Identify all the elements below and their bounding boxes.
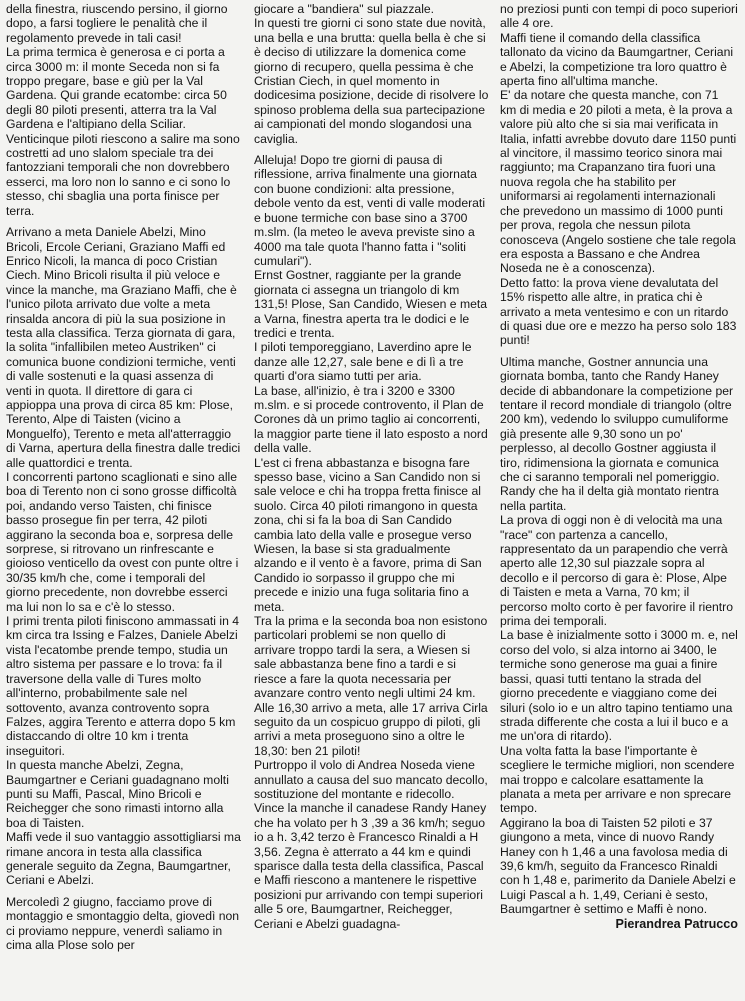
paragraph: Maffi vede il suo vantaggio assottigliarsi ma rimane ancora in testa alla classifica generale seguito da Zegna, Baumgartner, Ceriani e Abelzi. [6,830,241,888]
paragraph: Maffi tiene il comando della classifica tallonato da vicino da Baumgartner, Ceriani e Abelzi, la competizione tra loro quattro è aperta fino all'ultima manche. [500,30,734,89]
paragraph: Arrivano a meta Daniele Abelzi, Mino Bricoli, Ercole Ceriani, Graziano Maffi ed Enrico Nicoli, la manca di poco Cristian Ciech. Mino Bricoli risulta il più veloce e vince la manche, ma Graziano Maffi, che è l'unico pilota arrivato due volte a meta rinsalda ancora di più la sua posizione in testa alla classifica. Terza giornata di gara, la solita "infallibilen meteo Austriken" ci comunica buone condizioni termiche, venti di valle sostenuti e la quasi assenza di venti in quota. Il direttore di gara ci appioppa una prova di circa 85 km: Plose, Terento, Alpe di Taisten (vicino a Monguelfo), Terento e meta all'atterraggio di Varna, apertura della finestra dalle tredici alle quattordici e trenta. [6,225,241,470]
paragraph: no preziosi punti con tempi di poco superiori alle 4 ore. [500,2,738,31]
paragraph: Venticinque piloti riescono a salire ma sono costretti ad uno slalom speciale tra dei fantozziani temporali che non dovrebbero esserci, ma loro non lo sanno e ci sono lo stesso, chi sbaglia una porta finisce per terra. [6,131,240,218]
paragraph: Alleluja! Dopo tre giorni di pausa di riflessione, arriva finalmente una giornata con buone condizioni: alta pressione, debole vento da est, venti di valle moderati e buone termiche con base sino a 3700 m.slm. (la meteo le aveva previste sino a 4000 ma tale quota l'hanno fatta i "soliti cumulari"). [254,153,486,268]
paragraph: I concorrenti partono scaglionati e sino alle boa di Terento non ci sono grosse difficoltà poi, andando verso Taisten, chi finisce basso prosegue fin per terra, 42 piloti aggirano la seconda boa e, sorpresa delle sorprese, si ritrovano un rinfrescante e gioioso venticello da ovest con punte oltre i 30/35 km/h che, come i temporali del giorno precedente, non dovrebbe esserci ma lui non lo sa e c'è lo stesso. [6,470,239,614]
paragraph: La prova di oggi non è di velocità ma una "race" con partenza a cancello, rappresentato da un parapendio che verrà aperto alle 12,30 sul piazzale sopra al decollo e il percorso di gara è: Plose, Alpe di Taisten e meta a Varna, 70 km; il percorso molto corto è per favorire il rientro prima dei temporali. [500,513,734,629]
paragraph: Vince la manche il canadese Randy Haney che ha volato per h 3 ,39 a 36 km/h; seguo io a h. 3,42 terzo è Francesco Rinaldi a H 3,56. Zegna è atterrato a 44 km e quindi sparisce dalla testa della classifica, Pascal e Maffi riescono a mantenere le rispettive posizioni pur arrivando con tempi superiori alle 5 ore, Baumgartner, Reichegger, Ceriani e Abelzi guadagna- [254,801,487,931]
paragraph: della finestra, riuscendo persino, il giorno dopo, a farsi togliere le penalità che il regolamento prevede in tali casi! [6,2,228,45]
author-signature: Pierandrea Patrucco [615,916,738,931]
paragraph: Purtroppo il volo di Andrea Noseda viene annullato a causa del suo mancato decollo, sostituzione del montante e ridecollo. [254,758,488,801]
paragraph: Mercoledì 2 giugno, facciamo prove di montaggio e smontaggio delta, giovedì non ci proviamo neppure, venerdì saliamo in cima alla Plose solo per [6,894,240,952]
paragraph: I piloti temporeggiano, Laverdino apre le danze alle 12,27, sale bene e di lì a tre quarti d'ora siamo tutti per aria. [254,340,472,384]
paragraph: Aggirano la boa di Taisten 52 piloti e 37 giungono a meta, vince di nuovo Randy Haney con h 1,46 a una favolosa media di 39,6 km/h, seguito da Francesco Rinaldi con h 1,48 e, parimerito da Daniele Abelzi e Luigi Pascal a h. 1,49, Ceriani è sesto, Baumgartner è settimo e Maffi è nono. [500,815,736,917]
paragraph: Detto fatto: la prova viene devalutata del 15% rispetto alle altre, in pratica chi è arrivato a meta ventesimo e con un ritardo di quasi due ore e mezzo ha perso solo 183 punti! [500,275,737,348]
paragraph: E' da notare che questa manche, con 71 km di media e 20 piloti a meta, è la prova a valore più alto che si sia mai verificata in Italia, infatti avrebbe dovuto dare 1150 punti al vincitore, il massimo teorico sinora mai raggiunto; ma Crapanzano tira fuori una nuova regola che ha stabilito per uniformarsi ai regolamenti internazionali che prevedono un massimo di 1000 punti per prova, regola che nessun pilota conosceva (Angelo sostiene che tale regola era esposta a Bassano e che Andrea Noseda ne è a conoscenza). [500,88,737,276]
paragraph: La base, all'inizio, è tra i 3200 e 3300 m.slm. e si procede controvento, il Plan de Corones dà un primo taglio ai concorrenti, la maggior parte tiene il lato esposto a nord della valle. [254,383,488,456]
paragraph: In questi tre giorni ci sono state due novità, una bella e una brutta: quella bella è che si è deciso di utilizzare la domenica come giorno di recupero, quella pessima è che Cristian Ciech, in quel momento in dodicesima posizione, decide di risolvere lo spinoso problema della sua partecipazione ai campionati del mondo slogandosi una caviglia. [254,16,489,146]
paragraph: Una volta fatta la base l'importante è scegliere le termiche migliori, non scendere mai troppo e calcolare esattamente la planata a meta per arrivare e non sprecare tempo. [500,743,735,816]
paragraph: I primi trenta piloti finiscono ammassati in 4 km circa tra Issing e Falzes, Daniele Abelzi vista l'ecatombe prende tempo, studia un altro sistema per passare e lo trova: fa il traversone della valle di Tures molto all'interno, probabilmente sale nel sottovento, avanza controvento sopra Falzes, aggira Terento e atterra dopo 5 km distaccando di oltre 10 km i trenta inseguitori. [6,614,240,758]
paragraph: Ernst Gostner, raggiante per la grande giornata ci assegna un triangolo di km 131,5! Plose, San Candido, Wiesen e meta a Varna, finestra aperta tra le dodici e le tredici e trenta. [254,268,488,340]
paragraph: In questa manche Abelzi, Zegna, Baumgartner e Ceriani guadagnano molti punti su Maffi, Pascal, Mino Bricoli e Reichegger che sono rimasti intorno alla boa di Taisten. [6,758,229,830]
paragraph: Tra la prima e la seconda boa non esistono particolari problemi se non quello di arrivare troppo tardi la sera, a Wiesen si sale abbastanza bene fino a tardi e si riesce a fare la quota necessaria per avanzare contro vento negli ultimi 24 km. [254,614,488,701]
paragraph: giocare a "bandiera" sul piazzale. [254,2,435,16]
article-column-2 [254,2,490,1001]
paragraph: Ultima manche, Gostner annuncia una giornata bomba, tanto che Randy Haney decide di abbandonare la competizione per tentare il record mondiale di triangolo (oltre 200 km), vedendo lo sviluppo cumuliforme già presente alle 9,30 sono un po' perplesso, al decollo Gostner aggiusta il tiro, ridimensiona la giornata e comunica che ci saranno temporali nel pomeriggio. Randy che ha il delta già montato rientra nella partita. [500,354,734,513]
paragraph: L'est ci frena abbastanza e bisogna fare spesso base, vicino a San Candido non si sale veloce e chi ha troppa fretta finisce al suolo. Circa 40 piloti rimangono in questa zona, chi si fa la boa di San Candido cambia lato della valle e prosegue verso Wiesen, la base si sta gradualmente alzando e il vento è a favore, prima di San Candido io sorpasso il gruppo che mi precede e inizio una fuga solitaria fino a meta. [254,455,482,614]
paragraph: La prima termica è generosa e ci porta a circa 3000 m: il monte Seceda non si fa troppo pregare, base e giù per la Val Gardena. Qui grande ecatombe: circa 50 degli 80 piloti presenti, atterra tra la Val Gardena e l'altipiano della Sciliar. [6,45,227,132]
paragraph: La base è inizialmente sotto i 3000 m. e, nel corso del volo, si alza intorno ai 3400, le termiche sono generose ma guai a finire bassi, quasi tutti tentano la strada del giorno precedente e viaggiano come dei siluri (solo io e un altro tapino tentiamo una strada differente che costa a lui il buco e a me un'ora di ritardo). [500,628,738,744]
article-column-1 [6,2,241,1001]
paragraph: Alle 16,30 arrivo a meta, alle 17 arriva Cirla seguito da un cospicuo gruppo di piloti, gli arrivi a meta proseguono sino a oltre le 18,30: ben 21 piloti! [254,700,488,758]
article-column-3 [500,2,738,1001]
